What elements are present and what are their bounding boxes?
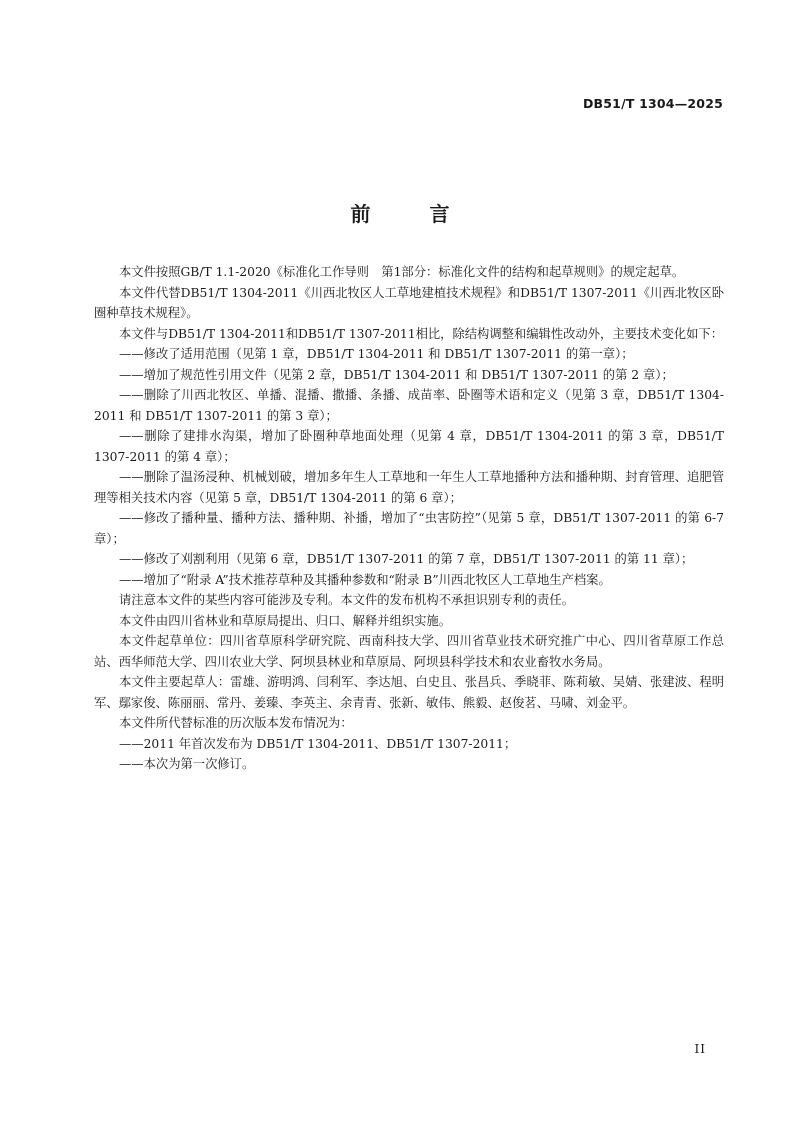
paragraph-scope-rules: 本文件按照GB/T 1.1-2020《标准化工作导则 第1部分：标准化文件的结构和起草规则》的规定起草。 — [119, 265, 685, 279]
change-item: ——修改了刈割利用（见第 6 章，DB51/T 1307-2011 的第 7 章，DB51/T 1307-2011 的第 11 章）； — [119, 552, 694, 566]
paragraph-changes-intro: 本文件与DB51/T 1304-2011和DB51/T 1307-2011相比，除结构调整和编辑性改动外，主要技术变化如下： — [119, 326, 723, 341]
paragraph-patent-notice: 请注意本文件的某些内容可能涉及专利。本文件的发布机构不承担识别专利的责任。 — [119, 593, 574, 607]
page-number: II — [694, 1042, 706, 1056]
history-item: ——本次为第一次修订。 — [119, 757, 255, 771]
change-item: ——修改了适用范围（见第 1 章，DB51/T 1304-2011 和 DB51/T 1307-2011 的第一章）； — [119, 347, 634, 361]
change-item: ——删除了川西北牧区、单播、混播、撒播、条播、成苗率、卧圈等术语和定义（见第 3 章，DB51/T 1304-2011 和 DB51/T 1307-2011 的第 3 章）； — [94, 388, 724, 423]
page-title: 前 言 — [350, 202, 476, 226]
change-item: ——增加了规范性引用文件（见第 2 章，DB51/T 1304-2011 和 DB51/T 1307-2011 的第 2 章）； — [119, 367, 674, 382]
change-item: ——增加了“附录 A”技术推荐草种及其播种参数和“附录 B”川西北牧区人工草地生产档案。 — [119, 572, 611, 587]
history-item: ——2011 年首次发布为 DB51/T 1304-2011、DB51/T 1307-2011； — [119, 736, 517, 751]
change-item: ——删除了温汤浸种、机械划破，增加多年生人工草地和一年生人工草地播种方法和播种期、封育管理、追肥管理等相关技术内容（见第 5 章，DB51/T 1304-2011 的第 6 章）； — [94, 470, 724, 505]
standard-number: DB51/T 1304—2025 — [582, 96, 723, 111]
paragraph-drafting-units: 本文件起草单位：四川省草原科学研究院、西南科技大学、四川省草业技术研究推广中心、四川省草原工作总站、西华师范大学、四川农业大学、阿坝县林业和草原局、阿坝县科学技术和农业畜牧水务局。 — [94, 634, 724, 669]
paragraph-replaces: 本文件代替DB51/T 1304-2011《川西北牧区人工草地建植技术规程》和DB51/T 1307-2011《川西北牧区卧圈种草技术规程》。 — [94, 285, 724, 320]
foreword-body — [94, 262, 724, 775]
change-item: ——修改了播种量、播种方法、播种期、补播，增加了“虫害防控”（见第 5 章，DB51/T 1307-2011 的第 6-7 章）； — [94, 511, 724, 546]
change-item: ——删除了建排水沟渠，增加了卧圈种草地面处理（见第 4 章，DB51/T 1304-2011 的第 3 章，DB51/T 1307-2011 的第 4 章）； — [94, 429, 724, 464]
paragraph-history-intro: 本文件所代替标准的历次版本发布情况为： — [119, 716, 353, 730]
paragraph-drafters: 本文件主要起草人：雷雄、游明鸿、闫利军、李达旭、白史且、张昌兵、季晓菲、陈莉敏、吴婧、张建波、程明军、鄢家俊、陈丽丽、常丹、姜臻、李英主、余青青、张新、敏伟、熊毅、赵俊茗、马啸、刘金平。 — [94, 675, 724, 710]
paragraph-proposer: 本文件由四川省林业和草原局提出、归口、解释并组织实施。 — [119, 613, 452, 628]
